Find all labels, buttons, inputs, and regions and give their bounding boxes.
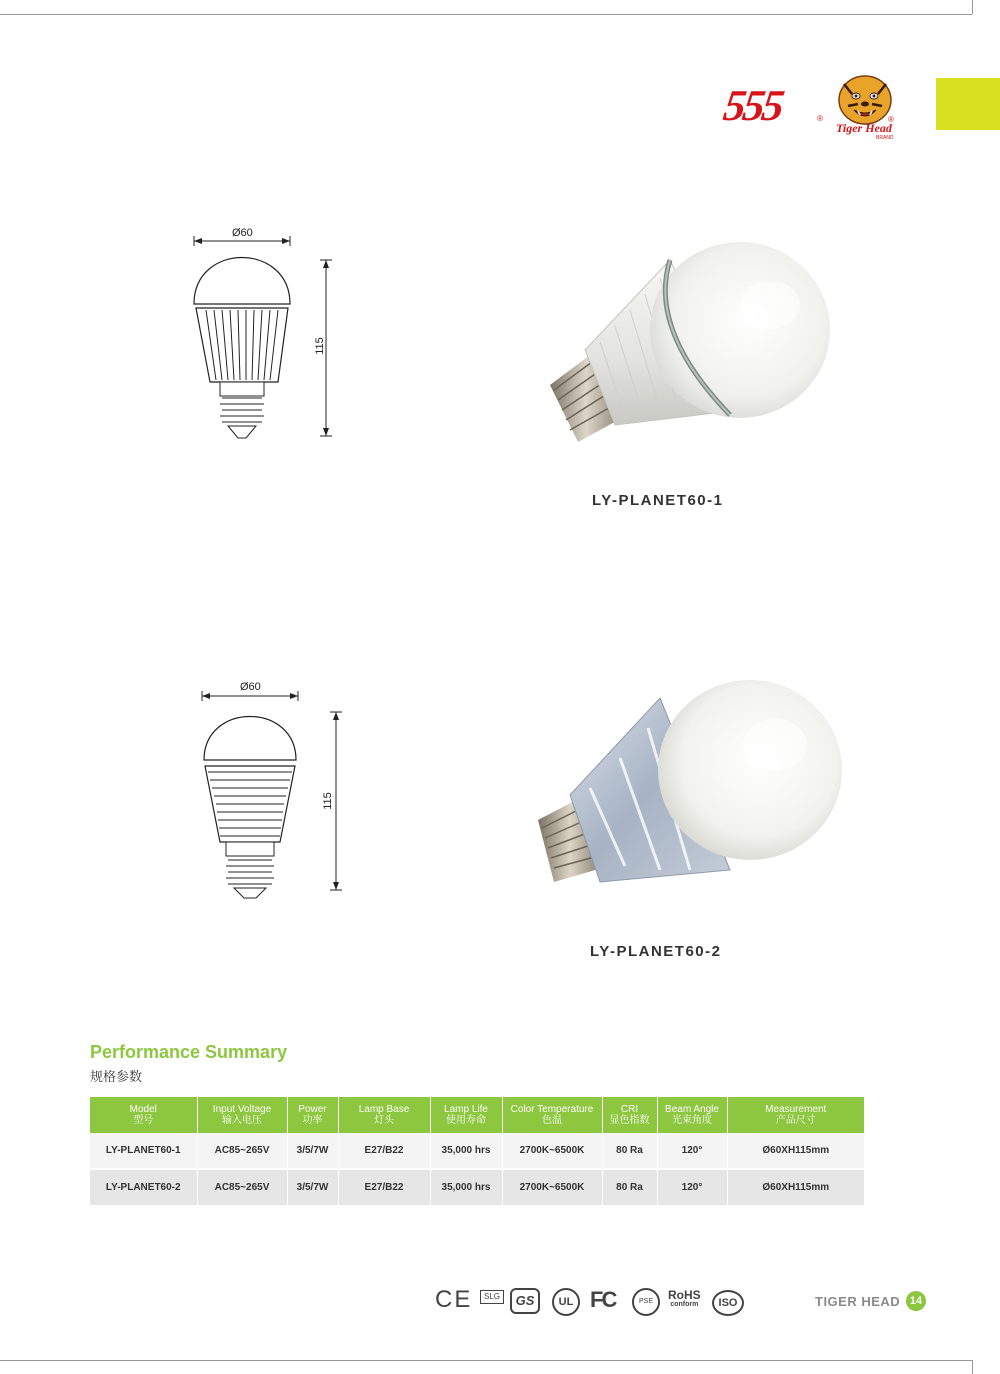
table-row [90, 1133, 864, 1169]
table-cell: 80 Ra [602, 1169, 657, 1206]
footer-brand-name: TIGER HEAD [815, 1294, 901, 1309]
table-cell: 120° [657, 1169, 727, 1206]
col-header-color-temperature: Color Temperature 色温 [502, 1097, 602, 1133]
tiger-registered-mark: ® [888, 115, 894, 124]
table-cell: 2700K~6500K [502, 1169, 602, 1206]
performance-summary-title: Performance Summary [90, 1042, 288, 1062]
tiger-head-wordmark: Tiger Head [836, 121, 892, 135]
col-header-lamp-life: Lamp Life 使用寿命 [430, 1097, 502, 1133]
ul-mark-icon [552, 1288, 580, 1316]
bulb-1-height-label: 115 [314, 337, 326, 355]
table-cell: AC85~265V [197, 1133, 287, 1169]
iso-mark-icon [712, 1290, 744, 1316]
crop-mark-right [972, 0, 973, 14]
table-cell: 35,000 hrs [430, 1169, 502, 1206]
rohs-mark-label: RoHS [668, 1288, 701, 1302]
table-cell: 35,000 hrs [430, 1133, 502, 1169]
brand-555-logo: 555 [720, 81, 785, 130]
table-cell: Ø60XH115mm [727, 1169, 864, 1206]
iso-mark-label: ISO [718, 1297, 738, 1309]
col-header-power: Power 功率 [287, 1097, 338, 1133]
bulb-1-photo [530, 220, 840, 460]
pse-mark-label: PSE [638, 1298, 653, 1305]
crop-mark-top [0, 14, 972, 15]
rohs-conform-label: conform [670, 1301, 699, 1308]
table-cell: 3/5/7W [287, 1133, 338, 1169]
fc-mark-icon: FC [590, 1287, 616, 1312]
crop-mark-bottom [0, 1360, 972, 1361]
product-2-model-label: LY-PLANET60-2 [590, 943, 722, 960]
col-header-beam-angle: Beam Angle 光束角度 [657, 1097, 727, 1133]
bulb-2-photo [530, 670, 850, 900]
slg-mark-label: SLG [484, 1292, 501, 1301]
performance-table [90, 1097, 864, 1207]
gs-mark-label: GS [515, 1293, 535, 1308]
product-1-model-label: LY-PLANET60-1 [592, 492, 724, 509]
table-cell: LY-PLANET60-1 [90, 1133, 197, 1169]
page-number-badge: 14 [906, 1291, 926, 1311]
col-header-input-voltage: Input Voltage 输入电压 [197, 1097, 287, 1133]
accent-tab [936, 78, 1000, 130]
table-row [90, 1169, 864, 1206]
table-cell: 2700K~6500K [502, 1133, 602, 1169]
table-cell: 120° [657, 1133, 727, 1169]
table-cell: 80 Ra [602, 1133, 657, 1169]
rohs-mark-icon [668, 1290, 701, 1310]
table-cell: E27/B22 [338, 1169, 430, 1206]
table-cell: Ø60XH115mm [727, 1133, 864, 1169]
ul-mark-label: UL [558, 1296, 574, 1308]
bulb-2-dimension-drawing [190, 680, 360, 910]
bulb-2-diameter-label: Ø60 [240, 681, 261, 693]
col-header-model: Model 型号 [90, 1097, 197, 1133]
col-header-cri: CRI 显色指数 [602, 1097, 657, 1133]
col-header-measurement: Measurement 产品尺寸 [727, 1097, 864, 1133]
col-header-lamp-base: Lamp Base 灯头 [338, 1097, 430, 1133]
pse-mark-icon [632, 1288, 660, 1316]
bulb-2-height-label: 115 [322, 792, 334, 810]
table-cell: 3/5/7W [287, 1169, 338, 1206]
performance-summary-subtitle: 规格参数 [90, 1069, 143, 1084]
table-cell: E27/B22 [338, 1133, 430, 1169]
gs-mark-icon [510, 1288, 540, 1314]
bulb-1-diameter-label: Ø60 [232, 227, 253, 239]
crop-mark-bottom-right [972, 1360, 973, 1374]
table-cell: LY-PLANET60-2 [90, 1169, 197, 1206]
tiger-brand-label: BRAND [876, 135, 894, 141]
table-cell: AC85~265V [197, 1169, 287, 1206]
slg-mark-icon [480, 1290, 504, 1304]
ce-mark-icon: CE [435, 1286, 473, 1313]
table-header-row [90, 1097, 864, 1133]
registered-mark: ® [817, 114, 823, 123]
